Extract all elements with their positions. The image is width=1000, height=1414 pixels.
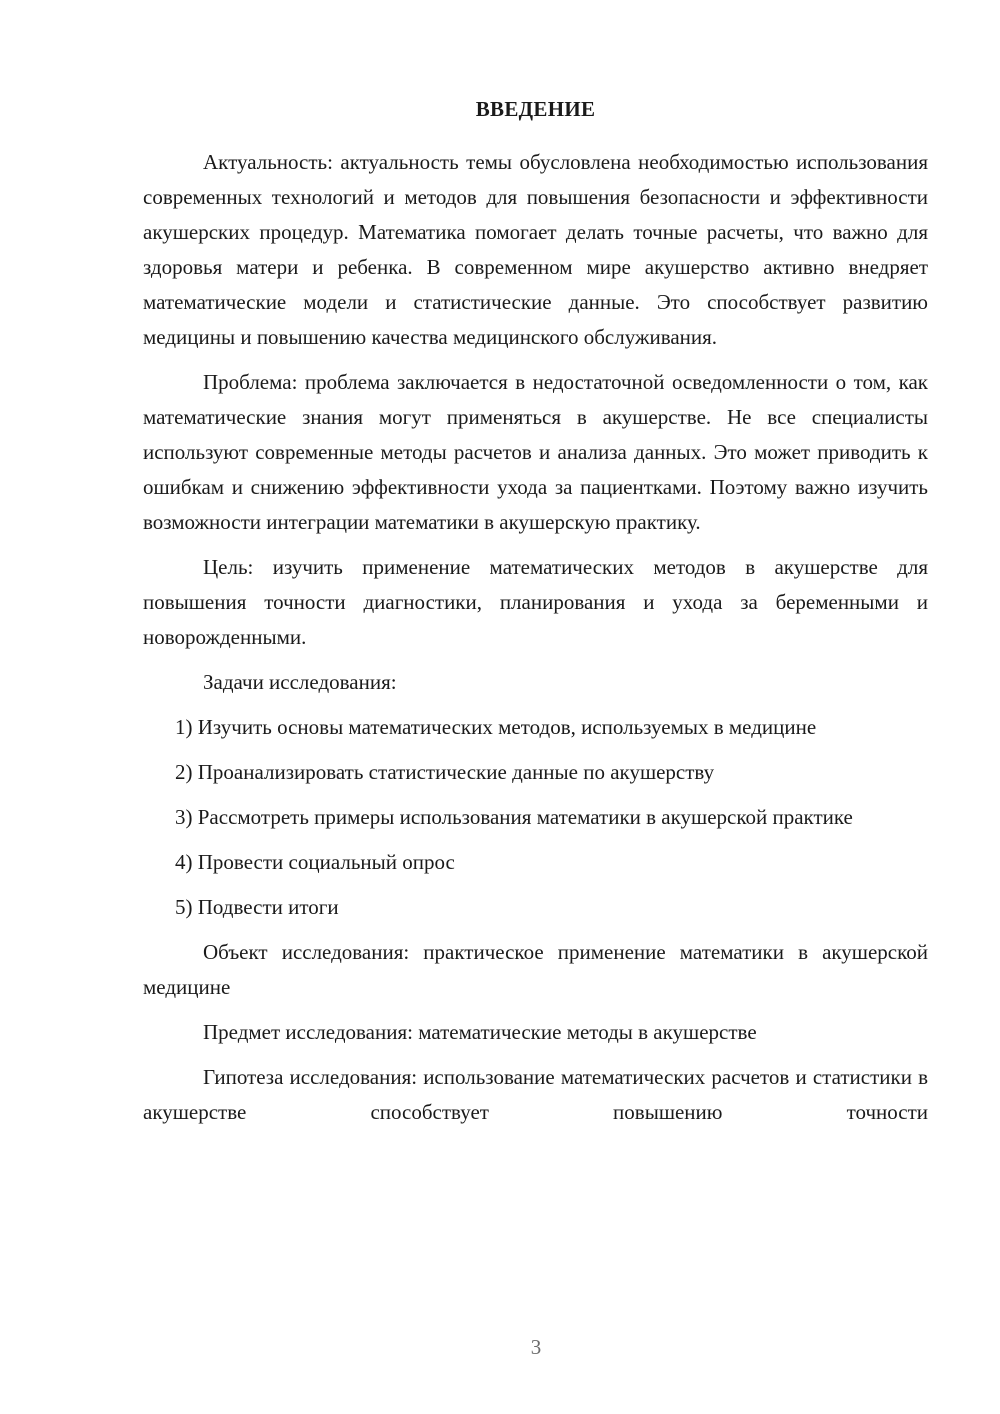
paragraph-problem: Проблема: проблема заключается в недостаточной осведомленности о том, как математические знания могут применяться в акушерстве. Не все специалисты используют современные методы расчетов и анализа данных. Это может приводить к ошибкам и снижению эффективности ухода за пациентками. Поэтому важно изучить возможности интеграции математики в акушерскую практику. <box>143 370 928 534</box>
list-item: 1) Изучить основы математических методов, используемых в медицине <box>175 715 817 739</box>
page-number: 3 <box>530 1335 542 1359</box>
tasks-heading: Задачи исследования: <box>203 670 397 694</box>
document-page <box>143 92 928 1130</box>
list-item: 3) Рассмотреть примеры использования математики в акушерской практике <box>175 805 853 829</box>
list-item: 2) Проанализировать статистические данные по акушерству <box>175 760 715 784</box>
section-title: ВВЕДЕНИЕ <box>475 97 596 121</box>
paragraph-object: Объект исследования: практическое применение математики в акушерской медицине <box>143 940 928 999</box>
list-item: 4) Провести социальный опрос <box>175 850 455 874</box>
tasks-list <box>143 710 928 925</box>
paragraph-hypothesis: Гипотеза исследования: использование математических расчетов и статистики в акушерстве способствует повышению точности <box>143 1065 928 1124</box>
paragraph-relevance: Актуальность: актуальность темы обусловлена необходимостью использования современных технологий и методов для повышения безопасности и эффективности акушерских процедур. Математика помогает делать точные расчеты, что важно для здоровья матери и ребенка. В современном мире акушерство активно внедряет математические модели и статистические данные. Это способствует развитию медицины и повышению качества медицинского обслуживания. <box>143 150 928 349</box>
list-item: 5) Подвести итоги <box>175 895 339 919</box>
paragraph-goal: Цель: изучить применение математических методов в акушерстве для повышения точности диагностики, планирования и ухода за беременными и новорожденными. <box>143 555 928 649</box>
paragraph-subject: Предмет исследования: математические методы в акушерстве <box>203 1020 757 1044</box>
